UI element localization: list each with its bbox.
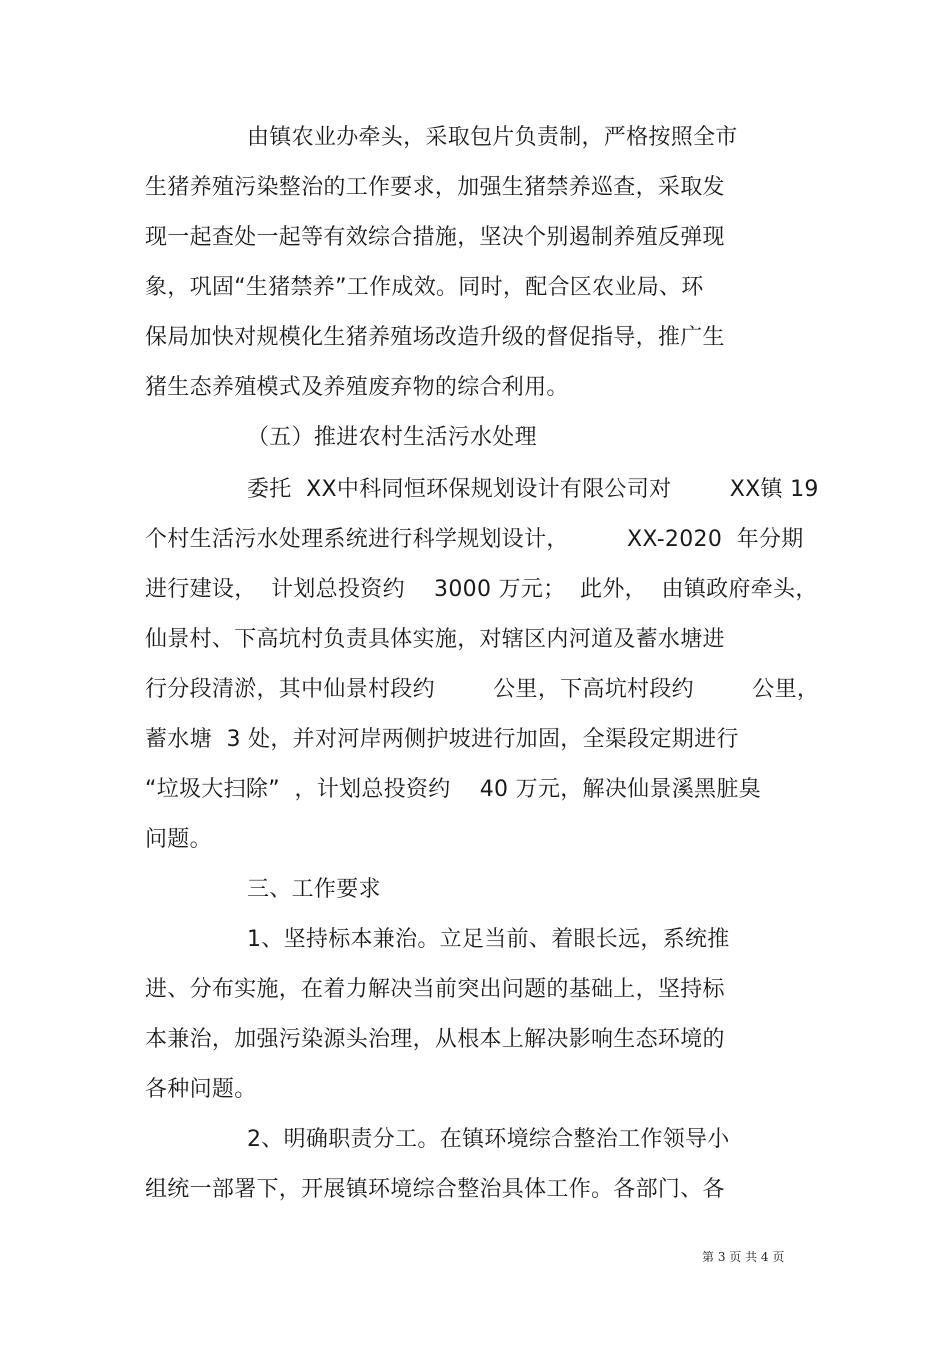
paragraph-line: 1、坚持标本兼治。立足当前、着眼长远，系统推 — [247, 927, 730, 952]
paragraph-line: 进、分布实施，在着力解决当前突出问题的基础上，坚持标 — [145, 977, 725, 1002]
paragraph-line: 猪生态养殖模式及养殖废弃物的综合利用。 — [145, 375, 569, 400]
paragraph-line: 保局加快对规模化生猪养殖场改造升级的督促指导，推广生 — [145, 325, 725, 350]
page-number-footer: 第 3 页 共 4 页 — [702, 1250, 785, 1264]
paragraph-line: 各种问题。 — [145, 1077, 257, 1102]
paragraph-line: 本兼治，加强污染源头治理，从根本上解决影响生态环境的 — [145, 1027, 725, 1052]
paragraph-line: 行分段清淤，其中仙景村段约 公里，下高坑村段约 公里， — [145, 677, 820, 702]
paragraph-line: 蓄水塘 3 处，并对河岸两侧护坡进行加固，全渠段定期进行 — [145, 727, 739, 752]
paragraph-line: 生猪养殖污染整治的工作要求，加强生猪禁养巡查，采取发 — [145, 175, 725, 200]
paragraph-line: 仙景村、下高坑村负责具体实施，对辖区内河道及蓄水塘进 — [145, 627, 725, 652]
paragraph-line: “垃圾大扫除” ，计划总投资约 40 万元，解决仙景溪黑脏臭 — [145, 777, 761, 802]
section-heading: 三、工作要求 — [247, 877, 381, 902]
paragraph-line: 进行建设， 计划总投资约 3000 万元； 此外， 由镇政府牵头， — [145, 577, 818, 602]
paragraph-line: 个村生活污水处理系统进行科学规划设计， XX-2020 年分期 — [145, 527, 804, 552]
paragraph-line: 2、明确职责分工。在镇环境综合整治工作领导小 — [247, 1127, 730, 1152]
paragraph-line: 问题。 — [145, 827, 212, 852]
paragraph-line: 由镇农业办牵头，采取包片负责制，严格按照全市 — [247, 125, 738, 150]
paragraph-line: 现一起查处一起等有效综合措施，坚决个别遏制养殖反弹现 — [145, 225, 725, 250]
paragraph-line: 象，巩固“生猪禁养”工作成效。同时，配合区农业局、环 — [145, 275, 704, 300]
paragraph-line: 组统一部署下，开展镇环境综合整治具体工作。各部门、各 — [145, 1177, 725, 1202]
section-heading: （五）推进农村生活污水处理 — [247, 425, 537, 450]
paragraph-line: 委托 XX中科同恒环保规划设计有限公司对 XX镇 19 — [247, 477, 819, 502]
